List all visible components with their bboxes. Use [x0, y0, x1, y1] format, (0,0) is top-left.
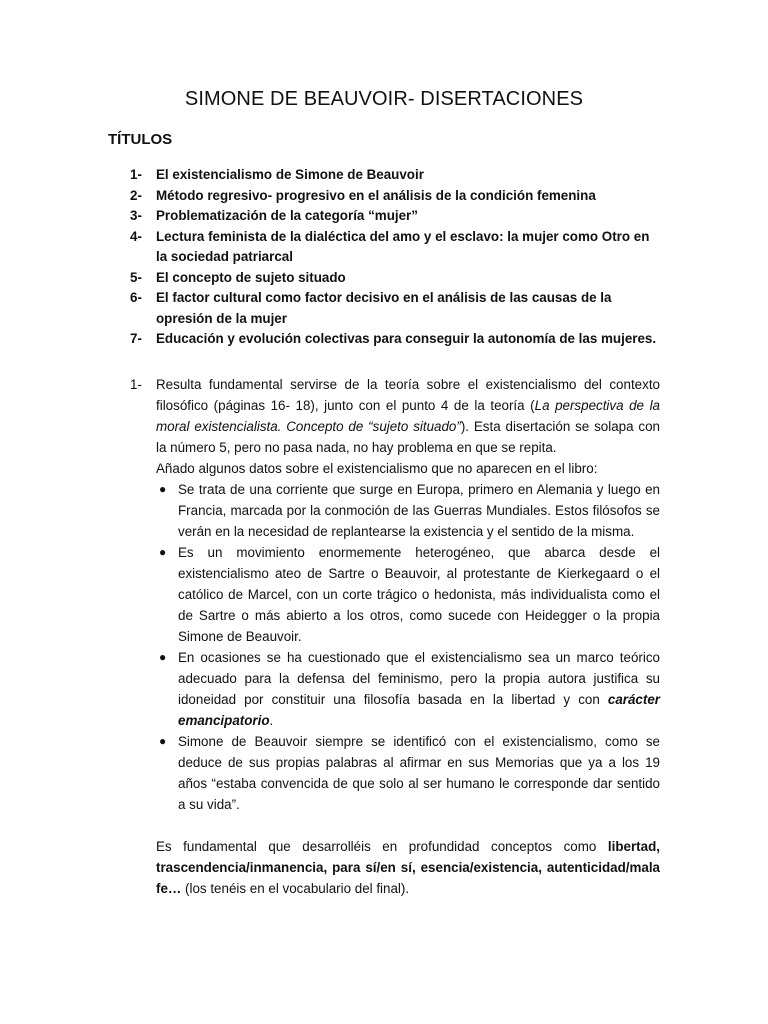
bullet-item — [130, 731, 660, 815]
title-item — [130, 206, 660, 227]
title-item — [130, 268, 660, 289]
bullet-item — [130, 647, 660, 731]
title-number: 5- — [130, 269, 142, 285]
title-number: 1- — [130, 167, 142, 182]
final-paragraph — [156, 836, 660, 899]
title-text: El factor cultural como factor decisivo en el análisis de las causas de la opresión de la mujer — [156, 290, 612, 326]
bullet-text-a: En ocasiones se ha cuestionado que el existencialismo sea un marco teórico adecuado para la defensa del feminismo, pero la propia autora justifica su idoneidad por constituir una filosofía basada en la libertad y con — [178, 650, 660, 707]
title-item — [130, 165, 660, 186]
title-text: El concepto de sujeto situado — [156, 269, 346, 285]
title-item — [130, 288, 660, 329]
title-number: 6- — [130, 290, 142, 305]
final-text-a: Es fundamental que desarrolléis en profundidad conceptos como — [156, 839, 608, 854]
final-text-b: (los tenéis en el vocabulario del final). — [181, 881, 410, 896]
bullet-icon: ● — [159, 650, 167, 664]
title-text: Método regresivo- progresivo en el análisis de la condición femenina — [156, 187, 596, 203]
document-title: SIMONE DE BEAUVOIR- DISERTACIONES — [184, 88, 584, 110]
bullet-text-bold-italic: carácter emancipatorio — [178, 692, 660, 728]
title-text: El existencialismo de Simone de Beauvoir — [156, 167, 424, 182]
intro-paragraph — [156, 374, 660, 458]
note-number: 1- — [130, 377, 142, 392]
intro-text-a: Resulta fundamental servirse de la teoría sobre el existencialismo del contexto filosófico (páginas 16- 18), junto con el punto 4 de la teoría ( — [156, 377, 660, 413]
bullet-item — [130, 479, 660, 542]
bullet-text: Simone de Beauvoir siempre se identificó con el existencialismo, como se deduce de sus propias palabras al afirmar en sus Memorias que ya a los 19 años “estaba convencida de que solo al ser humano le corresponde dar sentido a su vida”. — [178, 734, 660, 812]
extra-data-paragraph: Añado algunos datos sobre el existencialismo que no aparecen en el libro: — [156, 461, 598, 476]
title-text: Educación y evolución colectivas para conseguir la autonomía de las mujeres. — [156, 331, 657, 346]
title-number: 3- — [130, 208, 142, 223]
title-number: 2- — [130, 187, 142, 203]
title-number: 7- — [130, 331, 142, 346]
bullet-icon: ● — [159, 545, 167, 559]
bullet-list — [130, 479, 660, 815]
title-text: Lectura feminista de la dialéctica del amo y el esclavo: la mujer como Otro en la sociedad patriarcal — [156, 228, 650, 264]
final-text-bold: libertad, trascendencia/inmanencia, para sí/en sí, esencia/existencia, autenticidad/mala fe… — [156, 839, 660, 896]
bullet-text: Se trata de una corriente que surge en Europa, primero en Alemania y luego en Francia, marcada por la conmoción de las Guerras Mundiales. Estos filósofos se verán en la necesidad de replantearse la existencia y el sentido de la misma. — [178, 482, 660, 539]
intro-text-italic: La perspectiva de la moral existencialista. Concepto de “sujeto situado” — [156, 398, 660, 434]
bullet-icon: ● — [159, 734, 167, 748]
bullet-item — [130, 542, 660, 647]
title-item — [130, 329, 660, 350]
title-item — [130, 186, 660, 207]
dissertation-notes — [130, 374, 660, 899]
title-number: 4- — [130, 228, 142, 244]
bullet-text: Es un movimiento enormemente heterogéneo, que abarca desde el existencialismo ateo de Sartre o Beauvoir, al protestante de Kierkegaard o el católico de Marcel, con un corte trágico o hedonista, más individualista como el de Sartre o más abierto a los otros, como sucede con Heidegger o la propia Simone de Beauvoir. — [178, 545, 660, 644]
intro-text-b: ). Esta disertación se solapa con la número 5, pero no pasa nada, no hay problema en que se repita. — [156, 419, 660, 455]
bullet-icon: ● — [159, 482, 167, 496]
title-text: Problematización de la categoría “mujer” — [156, 208, 418, 223]
section-heading-titulos: TÍTULOS — [108, 131, 173, 148]
titles-list — [130, 165, 660, 350]
bullet-text-b: . — [269, 713, 274, 728]
title-item — [130, 227, 660, 268]
